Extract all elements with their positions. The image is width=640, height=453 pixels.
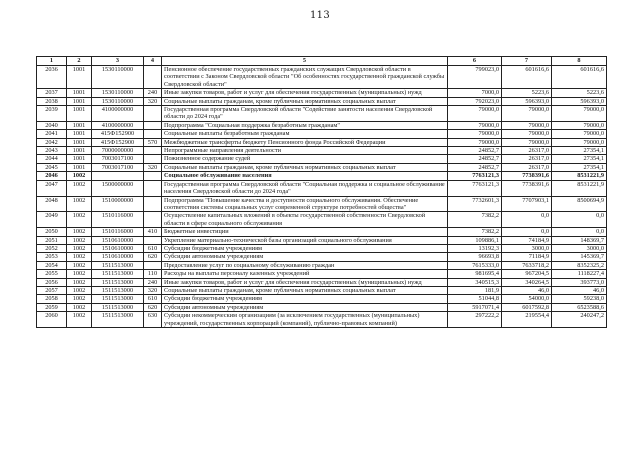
section-code-cell: 1002 bbox=[67, 261, 92, 269]
amount-year-2-cell: 79000,0 bbox=[502, 130, 552, 138]
target-article-code-cell: 1530110000 bbox=[92, 89, 144, 97]
amount-year-2-cell: 7707903,1 bbox=[502, 196, 552, 212]
row-number-cell: 2037 bbox=[37, 89, 67, 97]
table-row bbox=[37, 196, 607, 212]
amount-year-1-cell: 109886,1 bbox=[448, 236, 502, 244]
target-article-code-cell: 1511513000 bbox=[92, 286, 144, 294]
amount-year-3-cell: 8531221,9 bbox=[552, 180, 607, 196]
table-row bbox=[37, 253, 607, 261]
section-code-cell: 1002 bbox=[67, 278, 92, 286]
target-article-code-cell bbox=[92, 172, 144, 180]
amount-year-3-cell: 79000,0 bbox=[552, 138, 607, 146]
item-name-cell: Субсидии бюджетным учреждениям bbox=[162, 244, 448, 252]
row-number-cell: 2044 bbox=[37, 155, 67, 163]
section-code-cell: 1002 bbox=[67, 212, 92, 228]
target-article-code-cell: 1530110000 bbox=[92, 97, 144, 105]
amount-year-2-cell: 26317,0 bbox=[502, 155, 552, 163]
item-name-cell: Социальные выплаты гражданам, кроме публичных нормативных социальных выплат bbox=[162, 97, 448, 105]
amount-year-1-cell: 24852,7 bbox=[448, 155, 502, 163]
target-article-code-cell: 1500000000 bbox=[92, 180, 144, 196]
section-code-cell: 1001 bbox=[67, 130, 92, 138]
section-code-cell: 1002 bbox=[67, 253, 92, 261]
target-article-code-cell: 7000000000 bbox=[92, 147, 144, 155]
item-name-cell: Социальные выплаты гражданам, кроме публичных нормативных социальных выплат bbox=[162, 286, 448, 294]
section-code-cell: 1002 bbox=[67, 312, 92, 328]
expense-type-code-cell: 620 bbox=[144, 303, 162, 311]
target-article-code-cell: 1511513000 bbox=[92, 270, 144, 278]
table-body bbox=[37, 57, 607, 328]
amount-year-2-cell: 6017592,8 bbox=[502, 303, 552, 311]
table-row bbox=[37, 303, 607, 311]
section-code-cell: 1002 bbox=[67, 196, 92, 212]
amount-year-1-cell: 7000,0 bbox=[448, 89, 502, 97]
row-number-cell: 2045 bbox=[37, 163, 67, 171]
amount-year-2-cell: 26317,0 bbox=[502, 147, 552, 155]
item-name-cell: Межбюджетные трансферты бюджету Пенсионного фонда Российской Федерации bbox=[162, 138, 448, 146]
section-code-cell: 1001 bbox=[67, 155, 92, 163]
amount-year-1-cell: 7382,2 bbox=[448, 228, 502, 236]
row-number-cell: 2060 bbox=[37, 312, 67, 328]
expense-type-code-cell: 410 bbox=[144, 228, 162, 236]
amount-year-1-cell: 51044,8 bbox=[448, 295, 502, 303]
item-name-cell: Субсидии некоммерческим организациям (за исключением государственных (муниципальных) учреждений, государственных корпораций (компаний), публично-правовых компаний) bbox=[162, 312, 448, 328]
amount-year-2-cell: 7738391,6 bbox=[502, 172, 552, 180]
section-code-cell: 1001 bbox=[67, 89, 92, 97]
amount-year-2-cell: 967204,5 bbox=[502, 270, 552, 278]
item-name-cell: Осуществление капитальных вложений в объекты государственной собственности Свердловской области в сфере социального обслуживания bbox=[162, 212, 448, 228]
section-code-cell: 1001 bbox=[67, 138, 92, 146]
amount-year-2-cell: 71184,9 bbox=[502, 253, 552, 261]
row-number-cell: 2042 bbox=[37, 138, 67, 146]
expense-type-code-cell: 570 bbox=[144, 138, 162, 146]
row-number-cell: 2047 bbox=[37, 180, 67, 196]
amount-year-2-cell: 0,0 bbox=[502, 212, 552, 228]
amount-year-3-cell: 59238,0 bbox=[552, 295, 607, 303]
expense-type-code-cell: 630 bbox=[144, 312, 162, 328]
row-number-cell: 2055 bbox=[37, 270, 67, 278]
target-article-code-cell: 1511513000 bbox=[92, 303, 144, 311]
item-name-cell: Подпрограмма "Социальная поддержка безработным гражданам" bbox=[162, 121, 448, 129]
table-row bbox=[37, 147, 607, 155]
amount-year-1-cell: 5917071,4 bbox=[448, 303, 502, 311]
amount-year-3-cell: 3000,0 bbox=[552, 244, 607, 252]
amount-year-1-cell: 79000,0 bbox=[448, 138, 502, 146]
amount-year-1-cell: 792023,0 bbox=[448, 97, 502, 105]
header-cell: 1 bbox=[37, 57, 67, 66]
row-number-cell: 2036 bbox=[37, 66, 67, 89]
section-code-cell: 1002 bbox=[67, 295, 92, 303]
section-code-cell: 1001 bbox=[67, 121, 92, 129]
amount-year-1-cell: 96693,8 bbox=[448, 253, 502, 261]
expense-type-code-cell bbox=[144, 147, 162, 155]
table-row bbox=[37, 163, 607, 171]
item-name-cell: Социальные выплаты гражданам, кроме публичных нормативных социальных выплат bbox=[162, 163, 448, 171]
amount-year-2-cell: 26317,0 bbox=[502, 163, 552, 171]
amount-year-2-cell: 5223,6 bbox=[502, 89, 552, 97]
expense-type-code-cell: 610 bbox=[144, 244, 162, 252]
expense-type-code-cell bbox=[144, 155, 162, 163]
header-cell: 4 bbox=[144, 57, 162, 66]
item-name-cell: Социальное обслуживание населения bbox=[162, 172, 448, 180]
amount-year-3-cell: 8500694,9 bbox=[552, 196, 607, 212]
target-article-code-cell: 1510610000 bbox=[92, 253, 144, 261]
table-row bbox=[37, 121, 607, 129]
target-article-code-cell: 415Ф152900 bbox=[92, 130, 144, 138]
section-code-cell: 1002 bbox=[67, 228, 92, 236]
section-code-cell: 1002 bbox=[67, 236, 92, 244]
amount-year-3-cell: 393773,0 bbox=[552, 278, 607, 286]
item-name-cell: Расходы на выплаты персоналу казенных учреждений bbox=[162, 270, 448, 278]
amount-year-3-cell: 596393,0 bbox=[552, 97, 607, 105]
expense-type-code-cell: 240 bbox=[144, 278, 162, 286]
amount-year-3-cell: 27354,1 bbox=[552, 163, 607, 171]
item-name-cell: Субсидии бюджетным учреждениям bbox=[162, 295, 448, 303]
target-article-code-cell: 1510000000 bbox=[92, 196, 144, 212]
amount-year-1-cell: 7615333,0 bbox=[448, 261, 502, 269]
row-number-cell: 2052 bbox=[37, 244, 67, 252]
amount-year-3-cell: 79000,0 bbox=[552, 121, 607, 129]
item-name-cell: Пожизненное содержание судей bbox=[162, 155, 448, 163]
row-number-cell: 2038 bbox=[37, 97, 67, 105]
amount-year-1-cell: 79000,0 bbox=[448, 130, 502, 138]
amount-year-1-cell: 799023,0 bbox=[448, 66, 502, 89]
table-header-row bbox=[37, 57, 607, 66]
header-cell: 8 bbox=[552, 57, 607, 66]
amount-year-2-cell: 79000,0 bbox=[502, 106, 552, 122]
target-article-code-cell: 1511513000 bbox=[92, 312, 144, 328]
amount-year-1-cell: 7382,2 bbox=[448, 212, 502, 228]
header-cell: 7 bbox=[502, 57, 552, 66]
item-name-cell: Государственная программа Свердловской области "Социальная поддержка и социальное обслуживание населения Свердловской области до 2024 года" bbox=[162, 180, 448, 196]
table-row bbox=[37, 261, 607, 269]
item-name-cell: Пенсионное обеспечение государственных гражданских служащих Свердловской области в соответствии с Законом Свердловской области "Об особенностях государственной гражданской службы Свердловской области" bbox=[162, 66, 448, 89]
section-code-cell: 1001 bbox=[67, 106, 92, 122]
expense-type-code-cell: 240 bbox=[144, 89, 162, 97]
table-row bbox=[37, 172, 607, 180]
amount-year-3-cell: 79000,0 bbox=[552, 106, 607, 122]
amount-year-1-cell: 7732601,3 bbox=[448, 196, 502, 212]
amount-year-3-cell: 0,0 bbox=[552, 228, 607, 236]
target-article-code-cell: 415Ф152900 bbox=[92, 138, 144, 146]
amount-year-3-cell: 240247,2 bbox=[552, 312, 607, 328]
expense-type-code-cell bbox=[144, 172, 162, 180]
header-cell: 3 bbox=[92, 57, 144, 66]
target-article-code-cell: 1511513000 bbox=[92, 295, 144, 303]
expense-type-code-cell bbox=[144, 180, 162, 196]
target-article-code-cell: 1510610000 bbox=[92, 236, 144, 244]
row-number-cell: 2046 bbox=[37, 172, 67, 180]
amount-year-3-cell: 5223,6 bbox=[552, 89, 607, 97]
section-code-cell: 1001 bbox=[67, 66, 92, 89]
amount-year-3-cell: 27354,1 bbox=[552, 155, 607, 163]
section-code-cell: 1001 bbox=[67, 97, 92, 105]
expense-type-code-cell bbox=[144, 106, 162, 122]
row-number-cell: 2049 bbox=[37, 212, 67, 228]
header-cell: 6 bbox=[448, 57, 502, 66]
section-code-cell: 1002 bbox=[67, 303, 92, 311]
amount-year-2-cell: 219554,4 bbox=[502, 312, 552, 328]
table-row bbox=[37, 155, 607, 163]
expense-type-code-cell bbox=[144, 66, 162, 89]
amount-year-2-cell: 74184,9 bbox=[502, 236, 552, 244]
amount-year-2-cell: 0,0 bbox=[502, 228, 552, 236]
target-article-code-cell: 1511513000 bbox=[92, 278, 144, 286]
table-row bbox=[37, 130, 607, 138]
expense-type-code-cell bbox=[144, 121, 162, 129]
amount-year-3-cell: 601616,6 bbox=[552, 66, 607, 89]
amount-year-1-cell: 297222,2 bbox=[448, 312, 502, 328]
amount-year-1-cell: 340515,3 bbox=[448, 278, 502, 286]
item-name-cell: Иные закупки товаров, работ и услуг для обеспечения государственных (муниципальных) нужд bbox=[162, 89, 448, 97]
expense-type-code-cell bbox=[144, 261, 162, 269]
expense-type-code-cell: 620 bbox=[144, 253, 162, 261]
page-number: 113 bbox=[310, 10, 330, 21]
row-number-cell: 2054 bbox=[37, 261, 67, 269]
amount-year-2-cell: 601616,6 bbox=[502, 66, 552, 89]
table-row bbox=[37, 312, 607, 328]
target-article-code-cell: 1510116000 bbox=[92, 212, 144, 228]
expense-type-code-cell: 110 bbox=[144, 270, 162, 278]
amount-year-1-cell: 24852,7 bbox=[448, 147, 502, 155]
target-article-code-cell: 1511513000 bbox=[92, 261, 144, 269]
table-row bbox=[37, 212, 607, 228]
target-article-code-cell: 7003017100 bbox=[92, 163, 144, 171]
item-name-cell: Субсидии автономным учреждениям bbox=[162, 253, 448, 261]
amount-year-1-cell: 79000,0 bbox=[448, 106, 502, 122]
target-article-code-cell: 1510116000 bbox=[92, 228, 144, 236]
amount-year-1-cell: 13192,3 bbox=[448, 244, 502, 252]
item-name-cell: Иные закупки товаров, работ и услуг для обеспечения государственных (муниципальных) нужд bbox=[162, 278, 448, 286]
row-number-cell: 2041 bbox=[37, 130, 67, 138]
amount-year-1-cell: 79000,0 bbox=[448, 121, 502, 129]
amount-year-3-cell: 148369,7 bbox=[552, 236, 607, 244]
item-name-cell: Предоставление услуг по социальному обслуживанию граждан bbox=[162, 261, 448, 269]
table-row bbox=[37, 106, 607, 122]
item-name-cell: Непрограммные направления деятельности bbox=[162, 147, 448, 155]
header-cell: 5 bbox=[162, 57, 448, 66]
header-cell: 2 bbox=[67, 57, 92, 66]
row-number-cell: 2058 bbox=[37, 295, 67, 303]
expense-type-code-cell: 610 bbox=[144, 295, 162, 303]
amount-year-2-cell: 3000,0 bbox=[502, 244, 552, 252]
item-name-cell: Государственная программа Свердловской области "Содействие занятости населения Свердловской области до 2024 года" bbox=[162, 106, 448, 122]
row-number-cell: 2040 bbox=[37, 121, 67, 129]
table-row bbox=[37, 97, 607, 105]
amount-year-3-cell: 27354,1 bbox=[552, 147, 607, 155]
row-number-cell: 2056 bbox=[37, 278, 67, 286]
expense-type-code-cell bbox=[144, 236, 162, 244]
amount-year-2-cell: 340264,5 bbox=[502, 278, 552, 286]
amount-year-2-cell: 79000,0 bbox=[502, 138, 552, 146]
table-row bbox=[37, 286, 607, 294]
table-row bbox=[37, 228, 607, 236]
budget-table bbox=[36, 56, 607, 328]
row-number-cell: 2053 bbox=[37, 253, 67, 261]
expense-type-code-cell bbox=[144, 212, 162, 228]
target-article-code-cell: 1530110000 bbox=[92, 66, 144, 89]
target-article-code-cell: 7003017100 bbox=[92, 155, 144, 163]
row-number-cell: 2039 bbox=[37, 106, 67, 122]
amount-year-3-cell: 79000,0 bbox=[552, 130, 607, 138]
amount-year-2-cell: 79000,0 bbox=[502, 121, 552, 129]
amount-year-2-cell: 7633718,2 bbox=[502, 261, 552, 269]
table-row bbox=[37, 244, 607, 252]
section-code-cell: 1002 bbox=[67, 172, 92, 180]
amount-year-3-cell: 8352325,2 bbox=[552, 261, 607, 269]
row-number-cell: 2048 bbox=[37, 196, 67, 212]
table-row bbox=[37, 66, 607, 89]
amount-year-2-cell: 7738391,6 bbox=[502, 180, 552, 196]
amount-year-3-cell: 1118227,4 bbox=[552, 270, 607, 278]
amount-year-3-cell: 0,0 bbox=[552, 212, 607, 228]
item-name-cell: Подпрограмма "Повышение качества и доступности социального обслуживания. Обеспечение соответствия системы социальных услуг современной структуре потребностей общества" bbox=[162, 196, 448, 212]
section-code-cell: 1002 bbox=[67, 270, 92, 278]
table-row bbox=[37, 270, 607, 278]
expense-type-code-cell: 320 bbox=[144, 97, 162, 105]
amount-year-1-cell: 981695,4 bbox=[448, 270, 502, 278]
amount-year-2-cell: 596393,0 bbox=[502, 97, 552, 105]
table-row bbox=[37, 89, 607, 97]
item-name-cell: Субсидии автономным учреждениям bbox=[162, 303, 448, 311]
amount-year-3-cell: 145369,7 bbox=[552, 253, 607, 261]
expense-type-code-cell bbox=[144, 130, 162, 138]
item-name-cell: Укрепление материально-технической базы организаций социального обслуживания bbox=[162, 236, 448, 244]
amount-year-1-cell: 181,9 bbox=[448, 286, 502, 294]
item-name-cell: Социальные выплаты безработным гражданам bbox=[162, 130, 448, 138]
amount-year-3-cell: 6523588,6 bbox=[552, 303, 607, 311]
row-number-cell: 2059 bbox=[37, 303, 67, 311]
row-number-cell: 2043 bbox=[37, 147, 67, 155]
row-number-cell: 2051 bbox=[37, 236, 67, 244]
amount-year-1-cell: 24852,7 bbox=[448, 163, 502, 171]
amount-year-2-cell: 54000,0 bbox=[502, 295, 552, 303]
table-row bbox=[37, 138, 607, 146]
amount-year-1-cell: 7763121,3 bbox=[448, 180, 502, 196]
target-article-code-cell: 1510610000 bbox=[92, 244, 144, 252]
expense-type-code-cell: 320 bbox=[144, 286, 162, 294]
row-number-cell: 2057 bbox=[37, 286, 67, 294]
target-article-code-cell: 4100000000 bbox=[92, 106, 144, 122]
expense-type-code-cell bbox=[144, 196, 162, 212]
amount-year-3-cell: 8531221,9 bbox=[552, 172, 607, 180]
section-code-cell: 1002 bbox=[67, 180, 92, 196]
section-code-cell: 1001 bbox=[67, 163, 92, 171]
table-row bbox=[37, 295, 607, 303]
section-code-cell: 1002 bbox=[67, 286, 92, 294]
section-code-cell: 1001 bbox=[67, 147, 92, 155]
section-code-cell: 1002 bbox=[67, 244, 92, 252]
item-name-cell: Бюджетные инвестиции bbox=[162, 228, 448, 236]
table-row bbox=[37, 236, 607, 244]
amount-year-3-cell: 46,0 bbox=[552, 286, 607, 294]
table-row bbox=[37, 180, 607, 196]
target-article-code-cell: 4100000000 bbox=[92, 121, 144, 129]
amount-year-1-cell: 7763121,3 bbox=[448, 172, 502, 180]
expense-type-code-cell: 320 bbox=[144, 163, 162, 171]
amount-year-2-cell: 46,0 bbox=[502, 286, 552, 294]
table-row bbox=[37, 278, 607, 286]
row-number-cell: 2050 bbox=[37, 228, 67, 236]
